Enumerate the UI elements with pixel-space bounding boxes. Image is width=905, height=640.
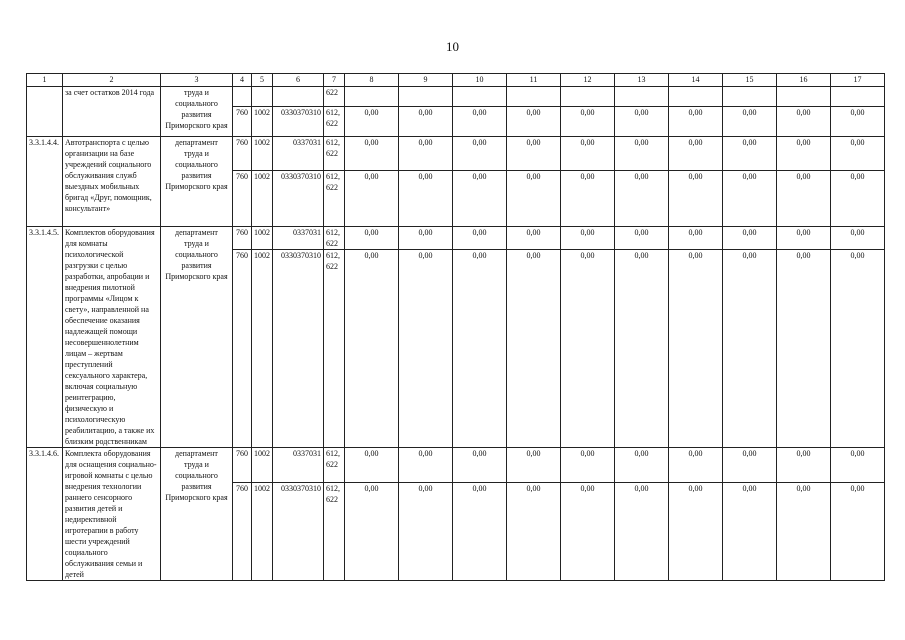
cell-amount-col15: 0,00 <box>723 250 777 448</box>
cell-amount-col14: 0,00 <box>669 250 723 448</box>
cell-amount-col9: 0,00 <box>399 250 453 448</box>
cell-amount-col14: 0,00 <box>669 107 723 137</box>
cell-amount-col10: 0,00 <box>453 250 507 448</box>
cell-amount-col16: 0,00 <box>777 448 831 483</box>
cell-amount-col9 <box>399 87 453 107</box>
cell-amount-col13: 0,00 <box>615 227 669 250</box>
cell-kcsr: 0330370310 <box>273 171 324 227</box>
cell-rzpr: 1002 <box>252 483 273 581</box>
cell-vr: 622 <box>324 87 345 107</box>
cell-rzpr: 1002 <box>252 107 273 137</box>
table-row <box>27 227 885 250</box>
column-header-2: 2 <box>63 74 161 87</box>
cell-amount-col17: 0,00 <box>831 137 885 171</box>
row-code: 3.3.1.4.6. <box>27 448 63 581</box>
cell-amount-col9: 0,00 <box>399 483 453 581</box>
cell-vr: 612, 622 <box>324 227 345 250</box>
cell-amount-col14: 0,00 <box>669 137 723 171</box>
cell-amount-col12: 0,00 <box>561 137 615 171</box>
row-department: департамент труда и социального развития Приморского края <box>161 227 233 448</box>
row-code <box>27 87 63 137</box>
cell-amount-col10: 0,00 <box>453 171 507 227</box>
table-row <box>27 448 885 483</box>
cell-amount-col14: 0,00 <box>669 483 723 581</box>
column-header-9: 9 <box>399 74 453 87</box>
cell-amount-col15 <box>723 87 777 107</box>
column-header-11: 11 <box>507 74 561 87</box>
row-description: Автотранспорта с целью организации на базе учреждений социального обслуживания служб выездных мобильных бригад «Друг, помощник, консультант» <box>63 137 161 227</box>
cell-amount-col12: 0,00 <box>561 107 615 137</box>
cell-amount-col11: 0,00 <box>507 171 561 227</box>
cell-amount-col13: 0,00 <box>615 137 669 171</box>
cell-amount-col11 <box>507 87 561 107</box>
row-description: Комплекта оборудования для оснащения социально-игровой комнаты с целью внедрения технологии раннего сенсорного развития детей и недирективной игротерапии в работу шести учреждений социального обслуживания семьи и детей <box>63 448 161 581</box>
column-header-12: 12 <box>561 74 615 87</box>
cell-vr: 612, 622 <box>324 250 345 448</box>
cell-vr: 612, 622 <box>324 483 345 581</box>
table-body <box>27 87 885 581</box>
cell-amount-col17 <box>831 87 885 107</box>
cell-rzpr: 1002 <box>252 227 273 250</box>
cell-grbs <box>233 87 252 107</box>
cell-amount-col17: 0,00 <box>831 448 885 483</box>
cell-amount-col11: 0,00 <box>507 250 561 448</box>
cell-grbs: 760 <box>233 227 252 250</box>
cell-amount-col11: 0,00 <box>507 483 561 581</box>
table-row <box>27 137 885 171</box>
cell-amount-col14: 0,00 <box>669 448 723 483</box>
cell-amount-col9: 0,00 <box>399 171 453 227</box>
cell-amount-col16: 0,00 <box>777 483 831 581</box>
cell-amount-col11: 0,00 <box>507 137 561 171</box>
cell-amount-col13: 0,00 <box>615 171 669 227</box>
cell-amount-col12: 0,00 <box>561 483 615 581</box>
column-header-1: 1 <box>27 74 63 87</box>
cell-amount-col16: 0,00 <box>777 171 831 227</box>
column-header-8: 8 <box>345 74 399 87</box>
page-number: 10 <box>446 39 459 54</box>
cell-grbs: 760 <box>233 448 252 483</box>
cell-amount-col10: 0,00 <box>453 227 507 250</box>
table-row <box>27 87 885 107</box>
cell-amount-col8 <box>345 87 399 107</box>
cell-amount-col16: 0,00 <box>777 137 831 171</box>
cell-amount-col13 <box>615 87 669 107</box>
column-header-5: 5 <box>252 74 273 87</box>
cell-grbs: 760 <box>233 171 252 227</box>
row-code: 3.3.1.4.5. <box>27 227 63 448</box>
column-header-13: 13 <box>615 74 669 87</box>
cell-amount-col10: 0,00 <box>453 483 507 581</box>
cell-grbs: 760 <box>233 483 252 581</box>
cell-amount-col10: 0,00 <box>453 137 507 171</box>
column-header-10: 10 <box>453 74 507 87</box>
cell-amount-col9: 0,00 <box>399 107 453 137</box>
column-header-7: 7 <box>324 74 345 87</box>
column-header-16: 16 <box>777 74 831 87</box>
cell-amount-col16: 0,00 <box>777 227 831 250</box>
cell-rzpr: 1002 <box>252 171 273 227</box>
column-header-15: 15 <box>723 74 777 87</box>
cell-amount-col15: 0,00 <box>723 137 777 171</box>
cell-amount-col11: 0,00 <box>507 448 561 483</box>
cell-kcsr: 0337031 <box>273 448 324 483</box>
cell-amount-col9: 0,00 <box>399 448 453 483</box>
cell-rzpr <box>252 87 273 107</box>
cell-kcsr: 0337031 <box>273 227 324 250</box>
column-header-17: 17 <box>831 74 885 87</box>
cell-amount-col11: 0,00 <box>507 107 561 137</box>
cell-amount-col15: 0,00 <box>723 483 777 581</box>
budget-table <box>26 73 885 581</box>
cell-kcsr: 0330370310 <box>273 107 324 137</box>
cell-amount-col10: 0,00 <box>453 107 507 137</box>
cell-amount-col13: 0,00 <box>615 250 669 448</box>
cell-rzpr: 1002 <box>252 137 273 171</box>
cell-rzpr: 1002 <box>252 250 273 448</box>
row-description: Комплектов оборудования для комнаты психологической разгрузки с целью разработки, апробации и внедрения пилотной программы «Лицом к свету», направленной на обеспечение оказания надлежащей помощи несовершеннолетним лицам – жертвам преступлений сексуального характера, включая социальную реинтеграцию, физическую и психологическую реабилитацию, а также их близким родственникам <box>63 227 161 448</box>
cell-amount-col16 <box>777 87 831 107</box>
cell-kcsr: 0330370310 <box>273 250 324 448</box>
cell-amount-col14: 0,00 <box>669 227 723 250</box>
row-department: департамент труда и социального развития Приморского края <box>161 137 233 227</box>
cell-amount-col9: 0,00 <box>399 227 453 250</box>
cell-amount-col8: 0,00 <box>345 448 399 483</box>
cell-amount-col15: 0,00 <box>723 107 777 137</box>
row-department: департамент труда и социального развития Приморского края <box>161 448 233 581</box>
cell-amount-col14: 0,00 <box>669 171 723 227</box>
cell-amount-col16: 0,00 <box>777 107 831 137</box>
cell-amount-col16: 0,00 <box>777 250 831 448</box>
cell-amount-col8: 0,00 <box>345 171 399 227</box>
cell-amount-col12: 0,00 <box>561 227 615 250</box>
cell-amount-col14 <box>669 87 723 107</box>
cell-vr: 612, 622 <box>324 448 345 483</box>
cell-kcsr <box>273 87 324 107</box>
cell-rzpr: 1002 <box>252 448 273 483</box>
cell-amount-col17: 0,00 <box>831 171 885 227</box>
row-description: за счет остатков 2014 года <box>63 87 161 137</box>
cell-grbs: 760 <box>233 250 252 448</box>
cell-amount-col12: 0,00 <box>561 171 615 227</box>
cell-vr: 612, 622 <box>324 171 345 227</box>
header-row <box>27 74 885 87</box>
cell-amount-col9: 0,00 <box>399 137 453 171</box>
column-header-14: 14 <box>669 74 723 87</box>
row-department: труда и социального развития Приморского края <box>161 87 233 137</box>
column-header-3: 3 <box>161 74 233 87</box>
cell-vr: 612, 622 <box>324 137 345 171</box>
cell-amount-col15: 0,00 <box>723 171 777 227</box>
cell-grbs: 760 <box>233 107 252 137</box>
cell-amount-col15: 0,00 <box>723 227 777 250</box>
cell-amount-col13: 0,00 <box>615 448 669 483</box>
cell-amount-col10 <box>453 87 507 107</box>
cell-amount-col17: 0,00 <box>831 227 885 250</box>
cell-amount-col11: 0,00 <box>507 227 561 250</box>
cell-amount-col17: 0,00 <box>831 483 885 581</box>
cell-grbs: 760 <box>233 137 252 171</box>
cell-amount-col8: 0,00 <box>345 137 399 171</box>
cell-amount-col13: 0,00 <box>615 107 669 137</box>
cell-kcsr: 0337031 <box>273 137 324 171</box>
cell-amount-col8: 0,00 <box>345 227 399 250</box>
cell-vr: 612, 622 <box>324 107 345 137</box>
cell-kcsr: 0330370310 <box>273 483 324 581</box>
cell-amount-col12: 0,00 <box>561 448 615 483</box>
cell-amount-col17: 0,00 <box>831 107 885 137</box>
column-header-4: 4 <box>233 74 252 87</box>
cell-amount-col8: 0,00 <box>345 107 399 137</box>
row-code: 3.3.1.4.4. <box>27 137 63 227</box>
cell-amount-col15: 0,00 <box>723 448 777 483</box>
cell-amount-col12: 0,00 <box>561 250 615 448</box>
cell-amount-col17: 0,00 <box>831 250 885 448</box>
column-header-6: 6 <box>273 74 324 87</box>
cell-amount-col12 <box>561 87 615 107</box>
cell-amount-col10: 0,00 <box>453 448 507 483</box>
cell-amount-col8: 0,00 <box>345 250 399 448</box>
cell-amount-col8: 0,00 <box>345 483 399 581</box>
cell-amount-col13: 0,00 <box>615 483 669 581</box>
